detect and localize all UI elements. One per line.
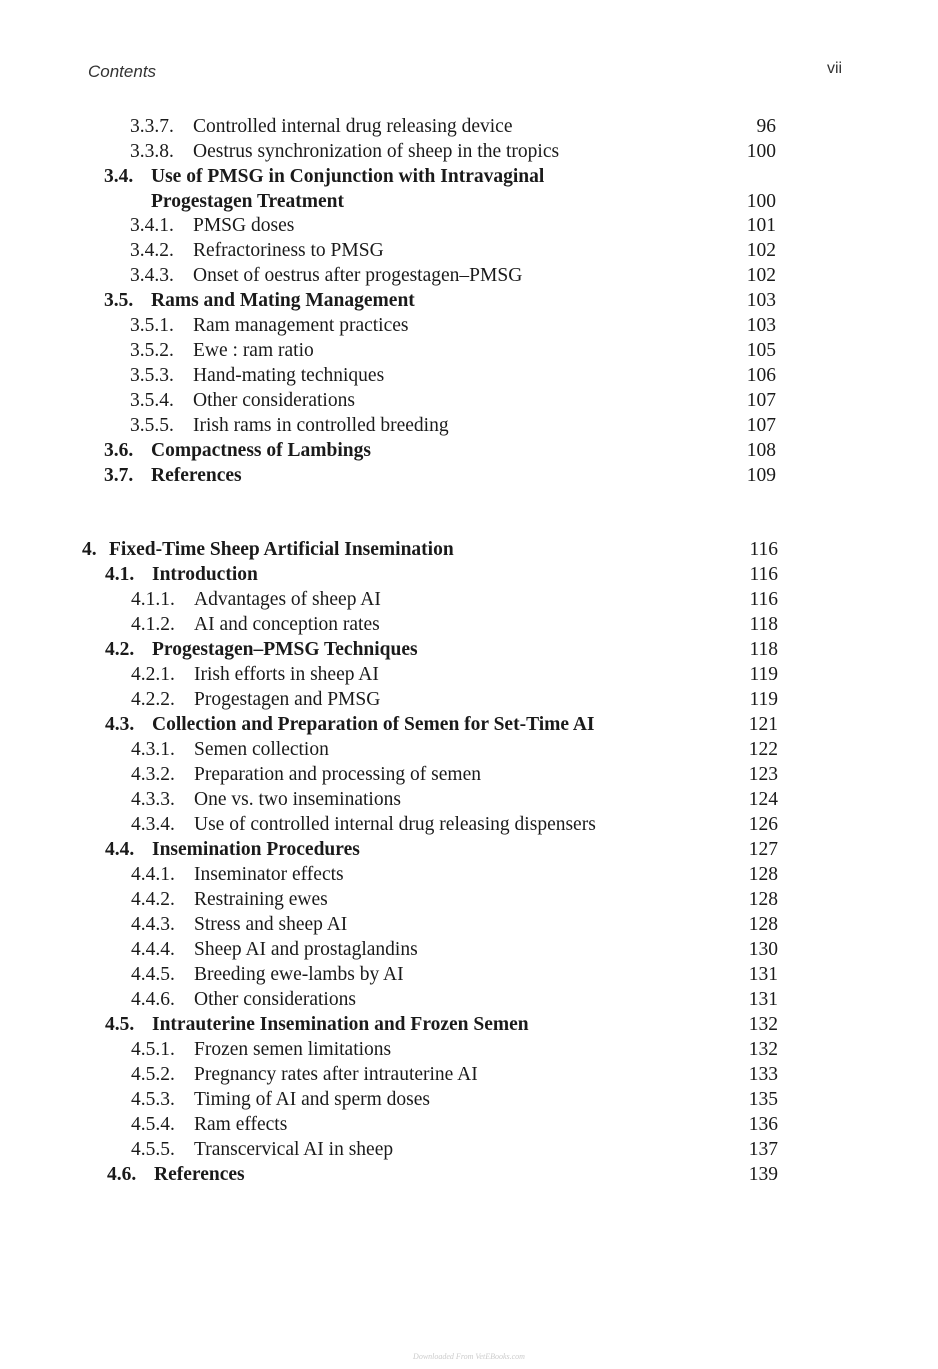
entry-page: 101 xyxy=(746,215,776,236)
entry-page: 105 xyxy=(746,340,776,361)
entry-number: 4.6. xyxy=(107,1164,137,1185)
entry-page: 130 xyxy=(748,939,778,960)
toc-entry xyxy=(130,339,314,363)
entry-page: 139 xyxy=(748,1164,778,1185)
entry-page: 123 xyxy=(748,764,778,785)
running-head: Contents xyxy=(88,62,157,81)
entry-title: Use of PMSG in Conjunction with Intravaginal xyxy=(151,166,545,187)
entry-page: 119 xyxy=(749,664,778,685)
toc-entry xyxy=(131,763,481,787)
entry-title: Other considerations xyxy=(193,390,355,411)
entry-number: 4.5.5. xyxy=(131,1139,175,1160)
entry-title: Ram effects xyxy=(194,1114,288,1135)
entry-page: 126 xyxy=(748,814,778,835)
toc-entry xyxy=(130,414,449,438)
toc-section xyxy=(104,439,371,463)
entry-title: Hand-mating techniques xyxy=(193,365,385,386)
entry-page: 132 xyxy=(748,1039,778,1060)
entry-number: 3.3.8. xyxy=(130,141,174,162)
entry-title: Frozen semen limitations xyxy=(194,1039,392,1060)
entry-number: 4.5.3. xyxy=(131,1089,175,1110)
entry-page: 100 xyxy=(746,141,776,162)
toc-entry xyxy=(130,140,560,164)
entry-title: Breeding ewe-lambs by AI xyxy=(194,964,404,985)
entry-number: 4.5.2. xyxy=(131,1064,175,1085)
entry-title: Fixed-Time Sheep Artificial Insemination xyxy=(109,539,454,560)
entry-page: 132 xyxy=(748,1014,778,1035)
toc-section xyxy=(105,838,360,862)
entry-page: 135 xyxy=(748,1089,778,1110)
entry-title: Timing of AI and sperm doses xyxy=(194,1089,430,1110)
entry-number: 3.4.2. xyxy=(130,240,174,261)
entry-number: 3.5.3. xyxy=(130,365,174,386)
toc-section xyxy=(104,165,545,189)
entry-page: 107 xyxy=(746,390,776,411)
entry-number: 3.3.7. xyxy=(130,116,174,137)
entry-title: Restraining ewes xyxy=(194,889,328,910)
entry-title: Pregnancy rates after intrauterine AI xyxy=(194,1064,478,1085)
toc-entry xyxy=(131,813,596,837)
entry-number: 4.5. xyxy=(105,1014,135,1035)
entry-number: 3.7. xyxy=(104,465,134,486)
toc-entry xyxy=(131,1138,394,1162)
entry-number: 3.4.1. xyxy=(130,215,174,236)
toc-entry xyxy=(130,264,523,288)
entry-page: 131 xyxy=(748,964,778,985)
toc-section xyxy=(105,713,595,737)
entry-title: Intrauterine Insemination and Frozen Semen xyxy=(152,1014,529,1035)
toc-entry xyxy=(131,1113,288,1137)
toc-entry xyxy=(131,788,401,812)
entry-page: 119 xyxy=(749,689,778,710)
entry-title: Controlled internal drug releasing device xyxy=(193,116,513,137)
entry-page: 109 xyxy=(746,465,776,486)
entry-title: Progestagen Treatment xyxy=(151,191,344,212)
entry-page: 133 xyxy=(748,1064,778,1085)
entry-number: 4.4.3. xyxy=(131,914,175,935)
toc-entry xyxy=(130,115,513,139)
entry-title: Use of controlled internal drug releasing dispensers xyxy=(194,814,596,835)
entry-page: 116 xyxy=(749,539,778,560)
entry-number: 4.1. xyxy=(105,564,135,585)
entry-title: Semen collection xyxy=(194,739,329,760)
entry-number: 4.1.2. xyxy=(131,614,175,635)
entry-page: 137 xyxy=(748,1139,778,1160)
entry-page: 96 xyxy=(756,116,776,137)
entry-number: 4.2.1. xyxy=(131,664,175,685)
entry-number: 4.5.1. xyxy=(131,1039,175,1060)
toc-entry xyxy=(131,613,380,637)
entry-number: 4.5.4. xyxy=(131,1114,175,1135)
entry-page: 128 xyxy=(748,914,778,935)
entry-number: 3.5. xyxy=(104,290,134,311)
toc-entry xyxy=(131,863,344,887)
entry-page: 136 xyxy=(748,1114,778,1135)
entry-page: 118 xyxy=(749,639,778,660)
entry-title: Ram management practices xyxy=(193,315,409,336)
entry-title: AI and conception rates xyxy=(194,614,380,635)
entry-number: 3.5.2. xyxy=(130,340,174,361)
entry-title: Onset of oestrus after progestagen–PMSG xyxy=(193,265,523,286)
entry-title: Progestagen–PMSG Techniques xyxy=(152,639,418,660)
toc-chapter xyxy=(82,538,454,562)
entry-title: PMSG doses xyxy=(193,215,295,236)
entry-title: Introduction xyxy=(152,564,258,585)
entry-page: 127 xyxy=(748,839,778,860)
toc-section xyxy=(105,1013,529,1037)
toc-entry xyxy=(131,1063,478,1087)
entry-title: One vs. two inseminations xyxy=(194,789,401,810)
entry-page: 108 xyxy=(746,440,776,461)
entry-title: Irish rams in controlled breeding xyxy=(193,415,449,436)
toc-entry xyxy=(130,364,385,388)
toc-entry xyxy=(131,1038,392,1062)
entry-page: 121 xyxy=(748,714,778,735)
entry-title: Oestrus synchronization of sheep in the tropics xyxy=(193,141,560,162)
entry-title: Other considerations xyxy=(194,989,356,1010)
entry-page: 103 xyxy=(746,315,776,336)
page-number: vii xyxy=(827,60,843,77)
toc-section xyxy=(107,1163,245,1187)
entry-number: 3.6. xyxy=(104,440,134,461)
toc-entry xyxy=(131,588,381,612)
toc-entry xyxy=(130,239,384,263)
entry-number: 4.1.1. xyxy=(131,589,175,610)
entry-title: Ewe : ram ratio xyxy=(193,340,314,361)
entry-number: 4. xyxy=(82,539,97,560)
entry-number: 4.2.2. xyxy=(131,689,175,710)
entry-number: 3.5.4. xyxy=(130,390,174,411)
toc-entry xyxy=(131,988,356,1012)
toc-entry xyxy=(131,963,404,987)
entry-title: Transcervical AI in sheep xyxy=(194,1139,394,1160)
toc-entry xyxy=(131,913,348,937)
toc-section xyxy=(105,638,418,662)
entry-number: 3.4.3. xyxy=(130,265,174,286)
entry-page: 100 xyxy=(746,191,776,212)
entry-number: 4.2. xyxy=(105,639,135,660)
entry-number: 4.4.6. xyxy=(131,989,175,1010)
entry-number: 4.4.2. xyxy=(131,889,175,910)
entry-title: Insemination Procedures xyxy=(152,839,360,860)
entry-number: 4.3. xyxy=(105,714,135,735)
toc-entry xyxy=(131,688,381,712)
toc-entry xyxy=(130,314,409,338)
entry-title: Refractoriness to PMSG xyxy=(193,240,384,261)
entry-title: Compactness of Lambings xyxy=(151,440,371,461)
toc-entry xyxy=(131,663,379,687)
entry-page: 116 xyxy=(749,564,778,585)
entry-page: 103 xyxy=(746,290,776,311)
entry-title: Preparation and processing of semen xyxy=(194,764,481,785)
entry-number: 4.4.5. xyxy=(131,964,175,985)
toc-section-continued xyxy=(151,190,344,214)
entry-page: 128 xyxy=(748,864,778,885)
entry-page: 118 xyxy=(749,614,778,635)
toc-entry xyxy=(131,888,328,912)
entry-title: Stress and sheep AI xyxy=(194,914,348,935)
entry-title: Irish efforts in sheep AI xyxy=(194,664,379,685)
entry-page: 116 xyxy=(749,589,778,610)
watermark: Downloaded From VetEBooks.com xyxy=(413,1352,525,1361)
toc-entry xyxy=(131,738,329,762)
entry-title: Sheep AI and prostaglandins xyxy=(194,939,418,960)
entry-page: 107 xyxy=(746,415,776,436)
toc-section xyxy=(104,289,415,313)
toc-entry xyxy=(131,1088,430,1112)
entry-page: 128 xyxy=(748,889,778,910)
entry-number: 4.3.3. xyxy=(131,789,175,810)
entry-page: 106 xyxy=(746,365,776,386)
entry-number: 3.4. xyxy=(104,166,134,187)
entry-number: 3.5.5. xyxy=(130,415,174,436)
toc-entry xyxy=(130,389,355,413)
entry-number: 3.5.1. xyxy=(130,315,174,336)
entry-page: 102 xyxy=(746,265,776,286)
toc-section xyxy=(104,464,242,488)
entry-number: 4.3.1. xyxy=(131,739,175,760)
entry-page: 102 xyxy=(746,240,776,261)
entry-title: Progestagen and PMSG xyxy=(194,689,381,710)
toc-entry xyxy=(130,214,295,238)
entry-title: Inseminator effects xyxy=(194,864,344,885)
entry-title: Collection and Preparation of Semen for Set-Time AI xyxy=(152,714,595,735)
entry-number: 4.3.4. xyxy=(131,814,175,835)
entry-title: Advantages of sheep AI xyxy=(194,589,381,610)
entry-number: 4.4.1. xyxy=(131,864,175,885)
entry-page: 131 xyxy=(748,989,778,1010)
toc-section xyxy=(105,563,258,587)
toc-entry xyxy=(131,938,418,962)
entry-number: 4.4.4. xyxy=(131,939,175,960)
entry-number: 4.3.2. xyxy=(131,764,175,785)
entry-title: Rams and Mating Management xyxy=(151,290,415,311)
entry-title: References xyxy=(154,1164,245,1185)
entry-title: References xyxy=(151,465,242,486)
entry-page: 124 xyxy=(748,789,778,810)
entry-page: 122 xyxy=(748,739,778,760)
entry-number: 4.4. xyxy=(105,839,135,860)
